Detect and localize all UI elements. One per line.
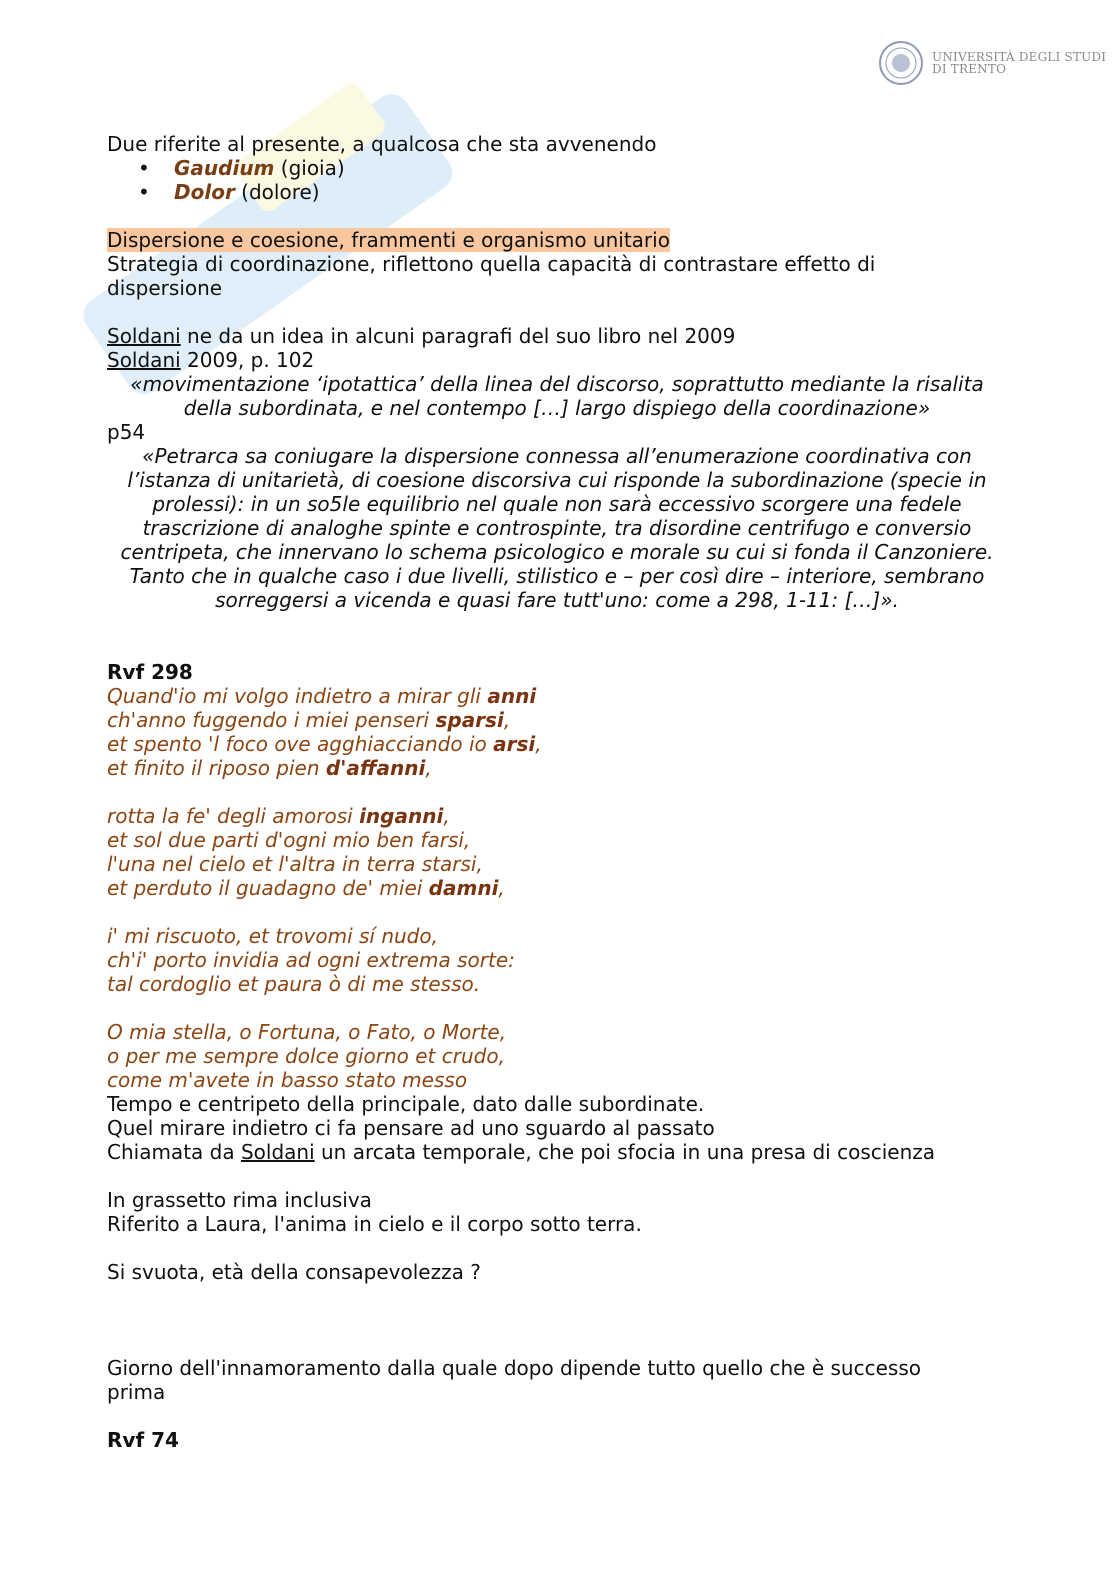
poem-verse xyxy=(107,756,1007,780)
verse-text: et perduto il guadagno de' miei xyxy=(107,876,429,900)
poem-verse xyxy=(107,972,1007,996)
verse-text: rotta la fe' degli amorosi xyxy=(107,804,360,828)
comment-line: Giorno dell'innamoramento dalla quale dopo dipende tutto quello che è successo xyxy=(107,1356,921,1380)
quote-line: «movimentazione ‘ipotattica’ della linea del discorso, soprattutto mediante la risalita xyxy=(130,372,984,396)
author-name: Soldani xyxy=(107,324,181,348)
stanza-gap xyxy=(107,996,1007,1020)
poem-verse xyxy=(107,1020,1007,1044)
rhyme-word: arsi xyxy=(493,732,536,756)
comment-line: In grassetto rima inclusiva xyxy=(107,1188,372,1212)
section-heading: Dispersione e coesione, frammenti e organismo unitario xyxy=(107,228,670,252)
quote-block xyxy=(107,444,1007,612)
poem-verse xyxy=(107,828,1007,852)
university-logo xyxy=(878,40,1106,86)
poem-title: Rvf 74 xyxy=(107,1428,179,1452)
university-name-line1: UNIVERSITÀ DEGLI STUDI xyxy=(932,50,1107,64)
section-desc-line: Strategia di coordinazione, riflettono quella capacità di contrastare effetto di xyxy=(107,252,876,276)
poem-verse xyxy=(107,924,1007,948)
poem-verse xyxy=(107,684,1007,708)
intro-line: Due riferite al presente, a qualcosa che sta avvenendo xyxy=(107,132,657,156)
university-name xyxy=(932,51,1106,75)
rhyme-word: damni xyxy=(428,876,499,900)
poem-verse xyxy=(107,1044,1007,1068)
university-name-line2: DI TRENTO xyxy=(932,62,1007,76)
verse-text: i' mi riscuoto, et trovomi sí nudo, xyxy=(107,924,438,948)
emotion-list xyxy=(107,156,1007,204)
poem-title: Rvf 298 xyxy=(107,660,193,684)
verse-text: et sol due parti d'ogni mio ben farsi, xyxy=(107,828,471,852)
quote-line: Tanto che in qualche caso i due livelli, stilistico e – per così dire – interiore, sembrano xyxy=(129,564,985,588)
document-body xyxy=(107,132,1007,1452)
verse-text: l'una nel cielo et l'altra in terra starsi, xyxy=(107,852,483,876)
poem-verse xyxy=(107,708,1007,732)
verse-punctuation: , xyxy=(425,756,432,780)
comment-line: Quel mirare indietro ci fa pensare ad uno sguardo al passato xyxy=(107,1116,715,1140)
comment-line xyxy=(107,1140,1007,1164)
verse-text: et spento 'l foco ove agghiacciando io xyxy=(107,732,494,756)
quote-line: centripeta, che innervano lo schema psicologico e morale su cui si fonda il Canzoniere. xyxy=(120,540,994,564)
quote-line: prolessi): in un so5le equilibrio nel quale non sarà eccessivo scorgere una fedele xyxy=(152,492,962,516)
soldani-line-text: ne da un idea in alcuni paragrafi del suo libro nel 2009 xyxy=(180,324,736,348)
verse-punctuation: , xyxy=(535,732,542,756)
verse-text: ch'i' porto invidia ad ogni extrema sorte: xyxy=(107,948,515,972)
poem-rvf-298 xyxy=(107,684,1007,1092)
poem-verse xyxy=(107,804,1007,828)
verse-punctuation: , xyxy=(443,804,450,828)
verse-punctuation: , xyxy=(498,876,505,900)
comment-line: prima xyxy=(107,1380,166,1404)
university-seal-icon xyxy=(878,40,924,86)
quote-line: «Petrarca sa coniugare la dispersione connessa all’enumerazione coordinativa con xyxy=(142,444,972,468)
term-dolor: Dolor xyxy=(174,180,235,204)
poem-verse xyxy=(107,876,1007,900)
page-ref: p54 xyxy=(107,420,146,444)
quote-line: l’istanza di unitarietà, di coesione discorsiva cui risponde la subordinazione (specie in xyxy=(127,468,987,492)
soldani-ref-text: 2009, p. 102 xyxy=(180,348,315,372)
poem-verse xyxy=(107,948,1007,972)
verse-punctuation: , xyxy=(503,708,511,732)
poem-verse xyxy=(107,1068,1007,1092)
verse-text: o per me sempre dolce giorno et crudo, xyxy=(107,1044,505,1068)
term-gloss: (dolore) xyxy=(234,180,320,204)
comment-text: Chiamata da xyxy=(107,1140,241,1164)
comment-line: Tempo e centripeto della principale, dato dalle subordinate. xyxy=(107,1092,705,1116)
comment-line: Si svuota, età della consapevolezza ? xyxy=(107,1260,481,1284)
stanza-gap xyxy=(107,900,1007,924)
verse-text: et finito il riposo pien xyxy=(107,756,326,780)
quote-line: trascrizione di analoghe spinte e controspinte, tra disordine centrifugo e conversio xyxy=(142,516,972,540)
author-name: Soldani xyxy=(240,1140,315,1164)
soldani-line xyxy=(107,324,1007,348)
verse-text: ch'anno fuggendo i miei penseri xyxy=(107,708,436,732)
rhyme-word: d'affanni xyxy=(325,756,426,780)
quote-line: sorreggersi a vicenda e quasi fare tutt'uno: come a 298, 1-11: […]». xyxy=(215,588,899,612)
poem-verse xyxy=(107,732,1007,756)
verse-text: come m'avete in basso stato messo xyxy=(107,1068,468,1092)
stanza-gap xyxy=(107,780,1007,804)
comment-text: un arcata temporale, che poi sfocia in una presa di coscienza xyxy=(314,1140,936,1164)
verse-text: O mia stella, o Fortuna, o Fato, o Morte, xyxy=(107,1020,507,1044)
author-name: Soldani xyxy=(107,348,181,372)
rhyme-word: anni xyxy=(487,684,537,708)
term-gloss: (gioia) xyxy=(274,156,345,180)
quote-block xyxy=(107,372,1007,420)
verse-text: tal cordoglio et paura ò di me stesso. xyxy=(107,972,481,996)
rhyme-word: sparsi xyxy=(435,708,504,732)
verse-text: Quand'io mi volgo indietro a mirar gli xyxy=(107,684,488,708)
comment-line: Riferito a Laura, l'anima in cielo e il corpo sotto terra. xyxy=(107,1212,642,1236)
soldani-ref-line xyxy=(107,348,1007,372)
list-item xyxy=(107,180,1007,204)
list-item xyxy=(107,156,1007,180)
term-gaudium: Gaudium xyxy=(174,156,275,180)
rhyme-word: inganni xyxy=(359,804,444,828)
section-desc-line: dispersione xyxy=(107,276,223,300)
poem-verse xyxy=(107,852,1007,876)
quote-line: della subordinata, e nel contempo […] largo dispiego della coordinazione» xyxy=(183,396,931,420)
